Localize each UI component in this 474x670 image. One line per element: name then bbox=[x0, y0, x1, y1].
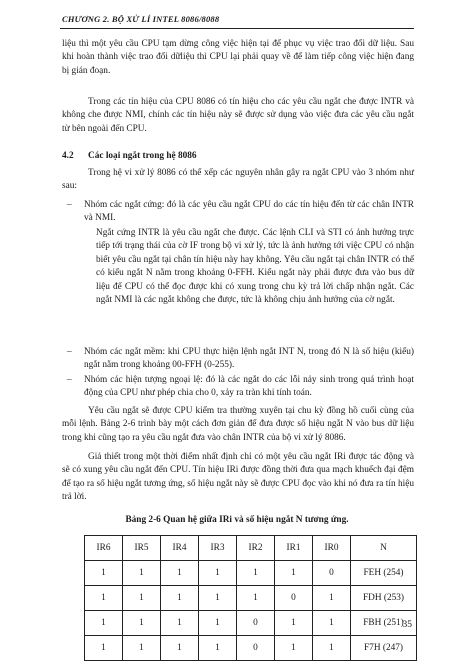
section-title: Các loại ngắt trong hệ 8086 bbox=[88, 151, 197, 161]
table-row bbox=[85, 561, 417, 586]
table-cell: 1 bbox=[85, 561, 123, 586]
bullet-item-software bbox=[67, 346, 414, 373]
bullet-text: Nhóm các hiện tượng ngoại lệ: đó là các ngắt do các lỗi nảy sinh trong quá trình hoạt động của CPU như phép chia cho 0, xảy ra tràn khi tính toán. bbox=[84, 375, 414, 399]
table-cell: 1 bbox=[313, 636, 351, 661]
table-cell: 1 bbox=[275, 611, 313, 636]
paragraph-3: Trong hệ vi xử lý 8086 có thể xếp các nguyên nhân gây ra ngắt CPU vào 3 nhóm như sau: bbox=[62, 168, 414, 192]
header-rule bbox=[60, 28, 414, 29]
bullet-text: Nhóm các ngắt mềm: khi CPU thực hiện lệnh ngắt INT N, trong đó N là số hiệu (kiểu) ngắt nằm trong khoảng 00-FFH (0-255). bbox=[84, 347, 414, 371]
chapter-header: CHƯƠNG 2. BỘ XỬ LÍ INTEL 8086/8088 bbox=[62, 14, 220, 24]
table-cell: 1 bbox=[237, 586, 275, 611]
bullet-dash: – bbox=[67, 200, 72, 210]
table-cell: 1 bbox=[237, 561, 275, 586]
paragraph-1: liệu thì một yêu cầu CPU tạm dừng công việc hiện tại để phục vụ việc trao đổi dữ liệu. Sau khi hoàn thành việc trao đổi dữliệu thì CPU lại phải quay về để làm tiếp công việc hiện đang bị gián đoạn. bbox=[62, 39, 414, 76]
column-header: IR3 bbox=[199, 536, 237, 561]
paragraph-5: Giả thiết trong một thời điểm nhất định chỉ có một yêu cầu ngắt IRi được tác động và sẽ có xung yêu cầu ngắt đến CPU. Tín hiệu IRi được đồng thời đưa qua mạch khuếch đại đệm để tạo ra số hiệu ngắt tương ứng, số hiệu ngắt này sẽ được CPU đọc vào khi nó đưa ra tín hiệu trả lời. bbox=[62, 452, 414, 503]
table-header-row bbox=[85, 536, 417, 561]
table-cell: 1 bbox=[161, 611, 199, 636]
bullet-text: Nhóm các ngắt cứng: đó là các yêu cầu ngắt CPU do các tín hiệu đến từ các chân INTR và NMI. bbox=[84, 200, 414, 224]
table-row bbox=[85, 636, 417, 661]
table-cell: 1 bbox=[123, 611, 161, 636]
page-number: 35 bbox=[402, 620, 412, 630]
table-cell: 1 bbox=[199, 561, 237, 586]
table-row bbox=[85, 611, 417, 636]
column-header: IR6 bbox=[85, 536, 123, 561]
table-cell: 1 bbox=[313, 586, 351, 611]
table-cell: 1 bbox=[85, 611, 123, 636]
table-caption: Bảng 2-6 Quan hệ giữa IRi và số hiệu ngắt N tương ứng. bbox=[125, 515, 349, 525]
column-header: IR1 bbox=[275, 536, 313, 561]
table-cell: 1 bbox=[275, 561, 313, 586]
column-header: IR5 bbox=[123, 536, 161, 561]
table-row bbox=[85, 586, 417, 611]
table-cell: 1 bbox=[85, 586, 123, 611]
table-cell: 0 bbox=[237, 636, 275, 661]
bullet-item-hardware bbox=[67, 199, 414, 226]
table-cell: 1 bbox=[123, 561, 161, 586]
table-cell: 1 bbox=[161, 561, 199, 586]
column-header: IR0 bbox=[313, 536, 351, 561]
section-heading bbox=[62, 151, 197, 161]
section-number: 4.2 bbox=[62, 151, 74, 161]
table-cell: 1 bbox=[313, 611, 351, 636]
paragraph-2: Trong các tín hiệu của CPU 8086 có tín hiệu cho các yêu cầu ngắt che được INTR và không che được NMI, chính các tín hiệu này sẽ được sử dụng vào việc đưa các yêu cầu ngắt từ bên ngoài đến CPU. bbox=[62, 97, 414, 134]
table-cell: 1 bbox=[275, 636, 313, 661]
table-cell: FDH (253) bbox=[351, 586, 417, 611]
table-cell: FBH (251) bbox=[351, 611, 417, 636]
table-cell: 1 bbox=[199, 586, 237, 611]
table-cell: 1 bbox=[123, 586, 161, 611]
bullet-dash: – bbox=[67, 347, 72, 357]
paragraph-4: Yêu cầu ngắt sẽ được CPU kiểm tra thường xuyên tại chu kỳ đồng hồ cuối cùng của mỗi lệnh. Bảng 2-6 trình bày một cách đơn giản để đưa được số hiệu ngắt N vào bus dữ liệu trong khi cũng tạo ra yêu cầu ngắt đưa vào chân INTR của bộ vi xử lý 8086. bbox=[62, 406, 414, 443]
table-cell: 1 bbox=[199, 611, 237, 636]
table-cell: F7H (247) bbox=[351, 636, 417, 661]
table-cell: 1 bbox=[161, 636, 199, 661]
table-cell: 1 bbox=[161, 586, 199, 611]
table-cell: 0 bbox=[313, 561, 351, 586]
table-cell: FEH (254) bbox=[351, 561, 417, 586]
table-cell: 1 bbox=[123, 636, 161, 661]
column-header: IR2 bbox=[237, 536, 275, 561]
column-header: N bbox=[351, 536, 417, 561]
bullet-item-exceptions bbox=[67, 374, 414, 401]
table-cell: 1 bbox=[85, 636, 123, 661]
bullet-dash: – bbox=[67, 375, 72, 385]
iri-table bbox=[84, 535, 417, 661]
table-cell: 0 bbox=[237, 611, 275, 636]
table-cell: 0 bbox=[275, 586, 313, 611]
column-header: IR4 bbox=[161, 536, 199, 561]
table-cell: 1 bbox=[199, 636, 237, 661]
bullet-detail-intr: Ngắt cứng INTR là yêu cầu ngắt che được. Các lệnh CLI và STI có ảnh hưởng trực tiếp tới trạng thái của cờ IF trong bộ vi xử lý, tức là ảnh hưởng tới việc CPU có nhận biết yêu cầu ngắt tại chân tín hiệu này hay không. Yêu cầu ngắt tại chân INTR có thể có kiểu ngắt N nằm trong khoảng 0-FFH. Kiểu ngắt này phải được đưa vào bus dữ liệu để CPU có thể đọc được khi có xung trong chu kỳ trả lời chấp nhận ngắt. Các ngắt NMI là các ngắt không che được, tức là không chịu ảnh hưởng của cờ ngắt. bbox=[96, 228, 414, 306]
